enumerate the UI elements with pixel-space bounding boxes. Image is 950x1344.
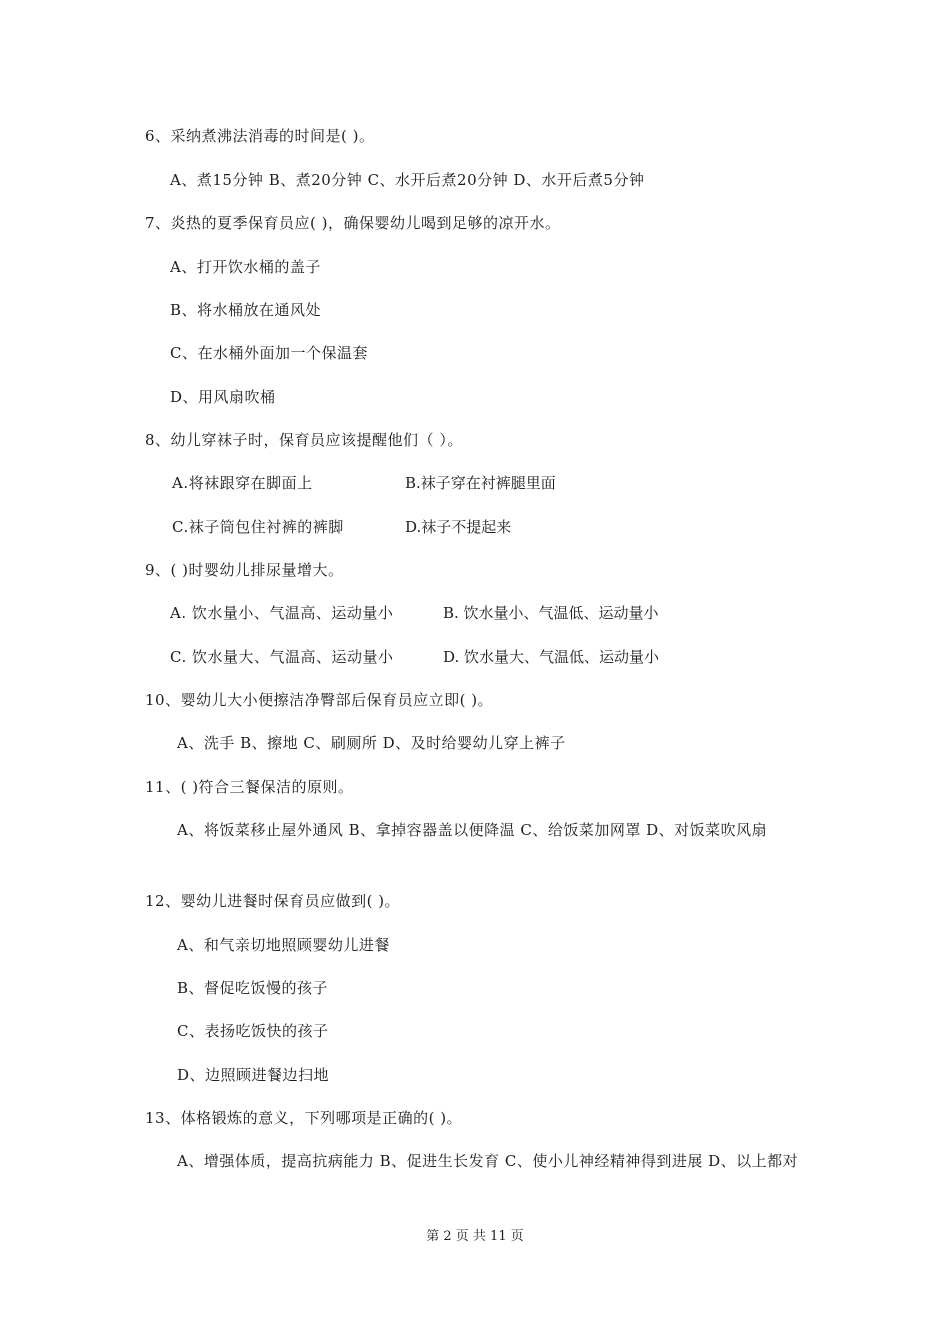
question-8-stem: 8、幼儿穿袜子时，保育员应该提醒他们（ ）。 [145, 431, 463, 449]
question-7-option-c: C、在水桶外面加一个保温套 [170, 344, 368, 362]
question-10-stem: 10、婴幼儿大小便擦洁净臀部后保育员应立即( )。 [145, 691, 494, 709]
question-8-option-b: B.袜子穿在衬裤腿里面 [405, 474, 556, 492]
question-12-option-d: D、边照顾进餐边扫地 [177, 1066, 330, 1084]
question-6-stem: 6、采纳煮沸法消毒的时间是( )。 [145, 127, 375, 145]
question-9-option-a: A. 饮水量小、气温高、运动量小 [170, 604, 394, 622]
question-7-stem: 7、炎热的夏季保育员应( )，确保婴幼儿喝到足够的凉开水。 [145, 214, 561, 232]
question-7-option-b: B、将水桶放在通风处 [170, 301, 322, 319]
page-footer: 第 2 页 共 11 页 [426, 1229, 524, 1244]
question-11-options: A、将饭菜移止屋外通风 B、拿掉容器盖以便降温 C、给饭菜加网罩 D、对饭菜吹风扇 [177, 821, 768, 839]
question-9-option-b: B. 饮水量小、气温低、运动量小 [443, 604, 659, 622]
question-9-option-d: D. 饮水量大、气温低、运动量小 [443, 648, 660, 666]
question-9-option-c: C. 饮水量大、气温高、运动量小 [170, 648, 394, 666]
question-8-option-c: C.袜子筒包住衬裤的裤脚 [172, 518, 344, 536]
question-13-stem: 13、体格锻炼的意义，下列哪项是正确的( )。 [145, 1109, 463, 1127]
question-7-option-a: A、打开饮水桶的盖子 [170, 258, 321, 276]
question-10-options: A、洗手 B、擦地 C、刷厕所 D、及时给婴幼儿穿上裤子 [177, 734, 566, 752]
question-12-stem: 12、婴幼儿进餐时保育员应做到( )。 [145, 892, 401, 910]
question-9-stem: 9、( )时婴幼儿排尿量增大。 [145, 561, 344, 579]
question-8-option-a: A.将袜跟穿在脚面上 [172, 474, 313, 492]
question-12-option-a: A、和气亲切地照顾婴幼儿进餐 [177, 936, 390, 954]
question-7-option-d: D、用风扇吹桶 [170, 388, 276, 406]
question-11-stem: 11、( )符合三餐保洁的原则。 [145, 778, 354, 796]
question-8-option-d: D.袜子不提起来 [405, 518, 512, 536]
question-12-option-c: C、表扬吃饭快的孩子 [177, 1022, 329, 1040]
question-12-option-b: B、督促吃饭慢的孩子 [177, 979, 329, 997]
question-13-options: A、增强体质，提高抗病能力 B、促进生长发育 C、使小儿神经精神得到进展 D、以上都对 [177, 1152, 799, 1170]
question-6-options: A、煮15分钟 B、煮20分钟 C、水开后煮20分钟 D、水开后煮5分钟 [170, 171, 645, 189]
